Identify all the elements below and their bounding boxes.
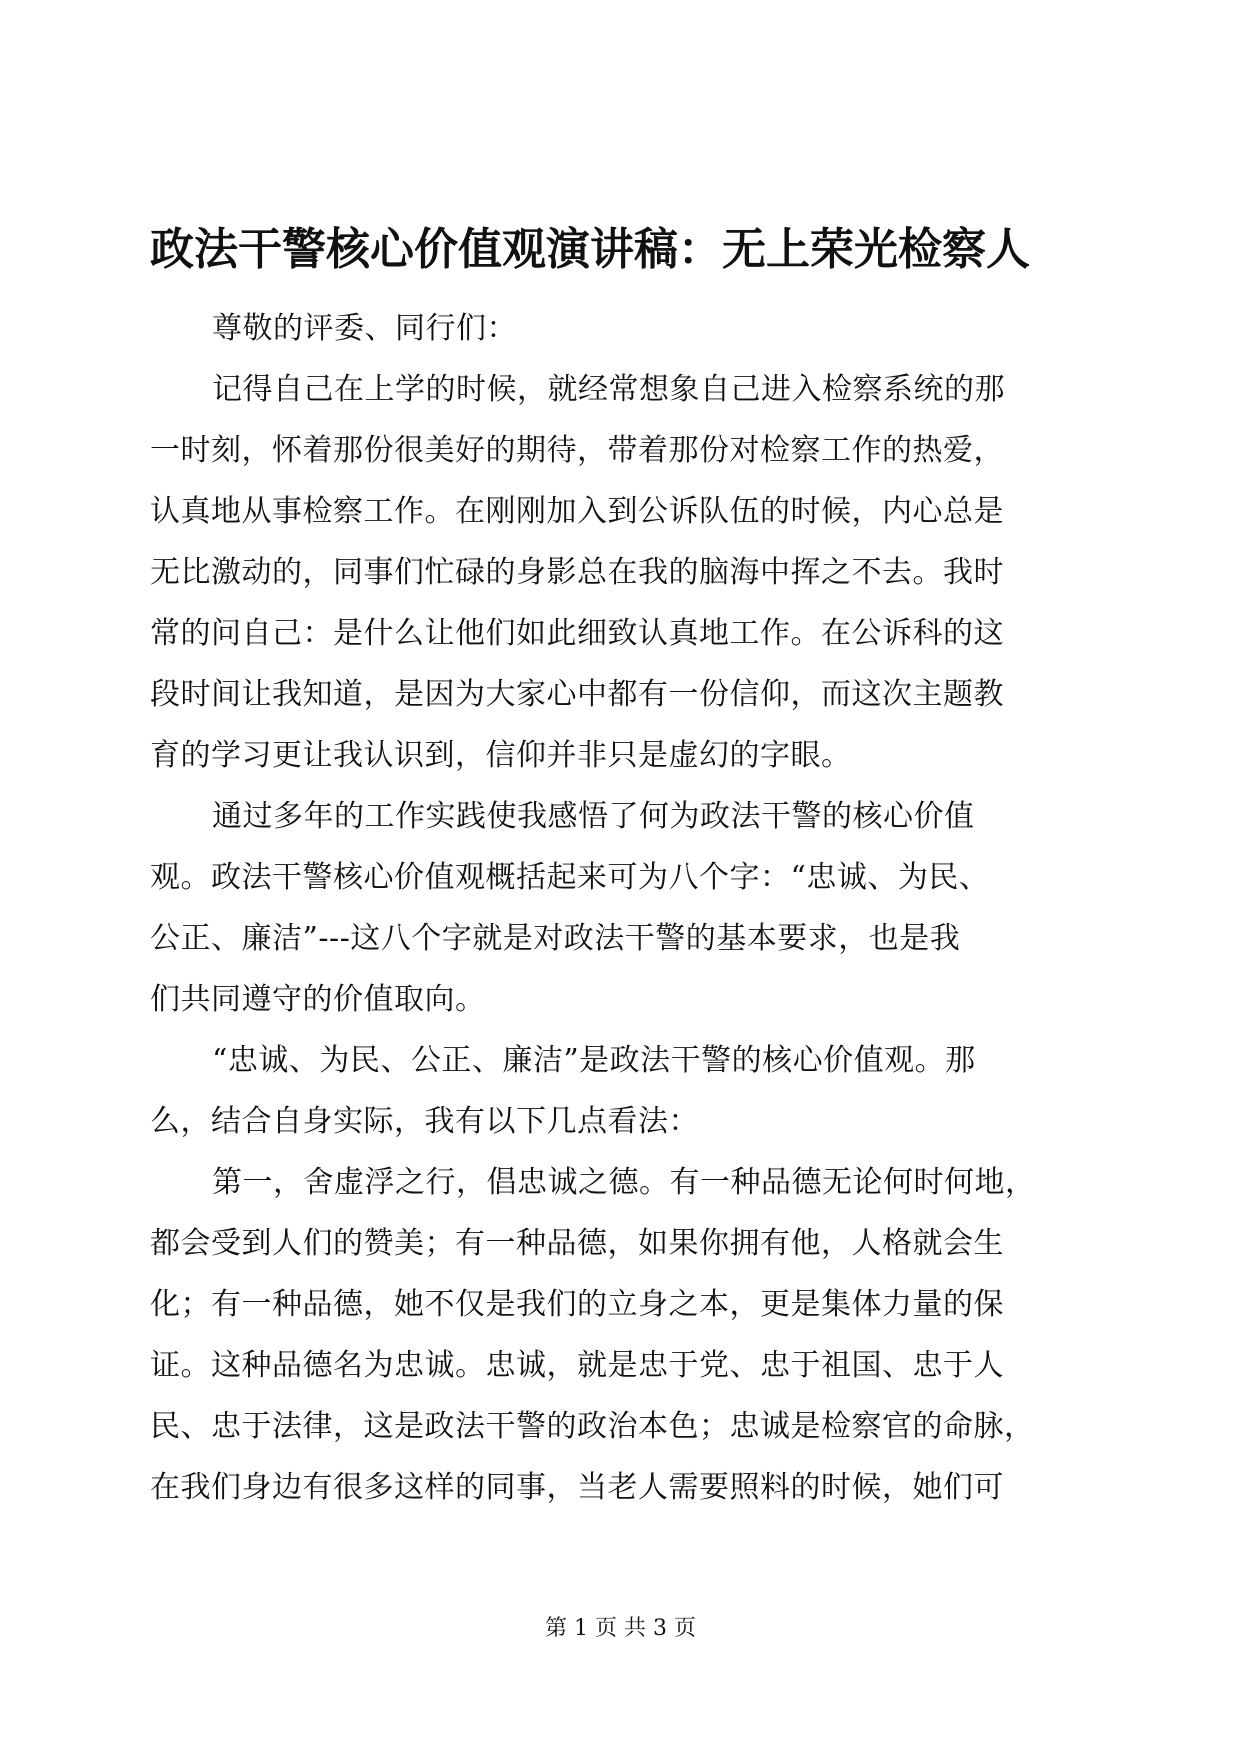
paragraph-line: 公正、廉洁”---这八个字就是对政法干警的基本要求，也是我: [150, 921, 961, 956]
paragraph-line: 们共同遵守的价值取向。: [150, 982, 486, 1017]
paragraph-line: 尊敬的评委、同行们：: [212, 311, 517, 346]
paragraph-line: 么，结合自身实际，我有以下几点看法：: [150, 1104, 699, 1139]
paragraph-line: 无比激动的，同事们忙碌的身影总在我的脑海中挥之不去。我时: [150, 555, 1004, 590]
paragraph-line: 观。政法干警核心价值观概括起来可为八个字：“忠诚、为民、: [150, 860, 990, 895]
paragraph-line: 通过多年的工作实践使我感悟了何为政法干警的核心价值: [212, 799, 975, 834]
paragraph-line: 证。这种品德名为忠诚。忠诚，就是忠于党、忠于祖国、忠于人: [150, 1348, 1004, 1383]
paragraph-line: 都会受到人们的赞美；有一种品德，如果你拥有他，人格就会生: [150, 1226, 1004, 1261]
document-body: [150, 298, 1090, 1518]
paragraph-line: 认真地从事检察工作。在刚刚加入到公诉队伍的时候，内心总是: [150, 494, 1004, 529]
paragraph-line: 在我们身边有很多这样的同事，当老人需要照料的时候，她们可: [150, 1470, 1004, 1505]
document-title: 政法干警核心价值观演讲稿：无上荣光检察人: [150, 224, 1030, 275]
paragraph-line: “忠诚、为民、公正、廉洁”是政法干警的核心价值观。那: [212, 1043, 976, 1078]
paragraph-line: 常的问自己：是什么让他们如此细致认真地工作。在公诉科的这: [150, 616, 1004, 651]
paragraph-line: 段时间让我知道，是因为大家心中都有一份信仰，而这次主题教: [150, 677, 1004, 712]
paragraph-line: 第一，舍虚浮之行，倡忠诚之德。有一种品德无论何时何地，: [212, 1165, 1036, 1200]
paragraph-line: 化；有一种品德，她不仅是我们的立身之本，更是集体力量的保: [150, 1287, 1004, 1322]
paragraph-line: 育的学习更让我认识到，信仰并非只是虚幻的字眼。: [150, 738, 852, 773]
paragraph-line: 民、忠于法律，这是政法干警的政治本色；忠诚是检察官的命脉，: [150, 1409, 1035, 1444]
paragraph-line: 一时刻，怀着那份很美好的期待，带着那份对检察工作的热爱，: [150, 433, 1004, 468]
page-footer: 第 1 页 共 3 页: [545, 1616, 696, 1641]
paragraph-line: 记得自己在上学的时候，就经常想象自己进入检察系统的那: [212, 372, 1005, 407]
